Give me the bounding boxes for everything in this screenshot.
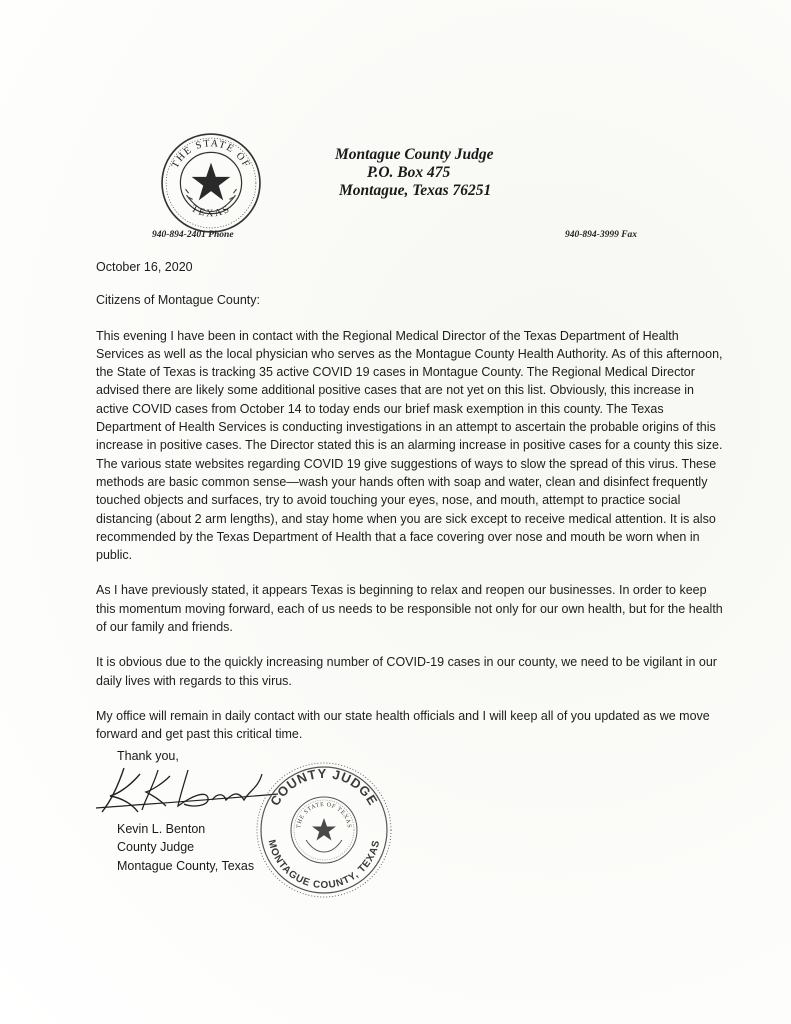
letterhead-fax: 940-894-3999 Fax: [565, 230, 638, 240]
signature-block: [117, 820, 254, 875]
letterhead-phone: 940-894-2401 Phone: [152, 230, 234, 240]
signer-title: County Judge: [117, 840, 195, 855]
svg-text:THE STATE OF TEXAS: THE STATE OF TEXAS: [296, 801, 352, 829]
county-judge-stamp-icon: [254, 760, 394, 900]
letterhead-po-box: P.O. Box 475: [367, 164, 451, 181]
letter-paragraph: As I have previously stated, it appears Texas is beginning to relax and reopen our businesses. In order to keep this momentum moving forward, each of us needs to be responsible not only for our own health, but for the health of our family and friends.: [96, 583, 723, 635]
letter-paragraph: It is obvious due to the quickly increasing number of COVID-19 cases in our county, we need to be vigilant in our daily lives with regards to this virus.: [96, 655, 717, 688]
svg-text:MONTAGUE COUNTY, TEXAS: MONTAGUE COUNTY, TEXAS: [265, 838, 383, 892]
texas-state-seal-icon: [160, 132, 262, 234]
letterhead-title: Montague County Judge: [335, 146, 494, 163]
svg-text:COUNTY JUDGE: COUNTY JUDGE: [267, 765, 381, 809]
letter-closing: Thank you,: [117, 749, 179, 763]
letterhead-city: Montague, Texas 76251: [339, 182, 492, 199]
letter-date: October 16, 2020: [96, 260, 193, 274]
letterhead-address: [335, 146, 493, 200]
svg-text:THE STATE OF: THE STATE OF: [169, 138, 253, 171]
letter-body: [96, 258, 726, 761]
signer-name: Kevin L. Benton: [117, 822, 206, 836]
letter-paragraph: This evening I have been in contact with the Regional Medical Director of the Texas Department of Health Services as well as the local physician who serves as the Montague County Health Authority. As of this afternoon, the State of Texas is tracking 35 active COVID 19 cases in Montague County. The Regional Medical Director advised there are likely some additional positive cases that are not yet on this list. Obviously, this increase in active COVID cases from October 14 to today ends our brief mask exemption in this county. The Texas Department of Health Services is conducting investigations in an attempt to ascertain the probable origins of this increase in positive cases. The Director stated this is an alarming increase in positive cases for a county this size. The various state websites regarding COVID 19 give suggestions of ways to slow the spread of this virus. These methods are basic common sense—wash your hands often with soap and water, clean and disinfect frequently touched objects and surfaces, try to avoid touching your eyes, nose, and mouth, attempt to practice social distancing (about 2 arm lengths), and stay home when you are sick except to receive medical attention. It is also recommended by the Texas Department of Health that a face covering over nose and mouth be worn when in public.: [96, 328, 723, 563]
letter-paragraph: My office will remain in daily contact with our state health officials and I will keep all of you updated as we move forward and get past this critical time.: [96, 708, 710, 742]
svg-text:TEXAS: TEXAS: [189, 203, 233, 220]
signer-location: Montague County, Texas: [117, 858, 255, 873]
letter-salutation: Citizens of Montague County:: [96, 293, 260, 308]
